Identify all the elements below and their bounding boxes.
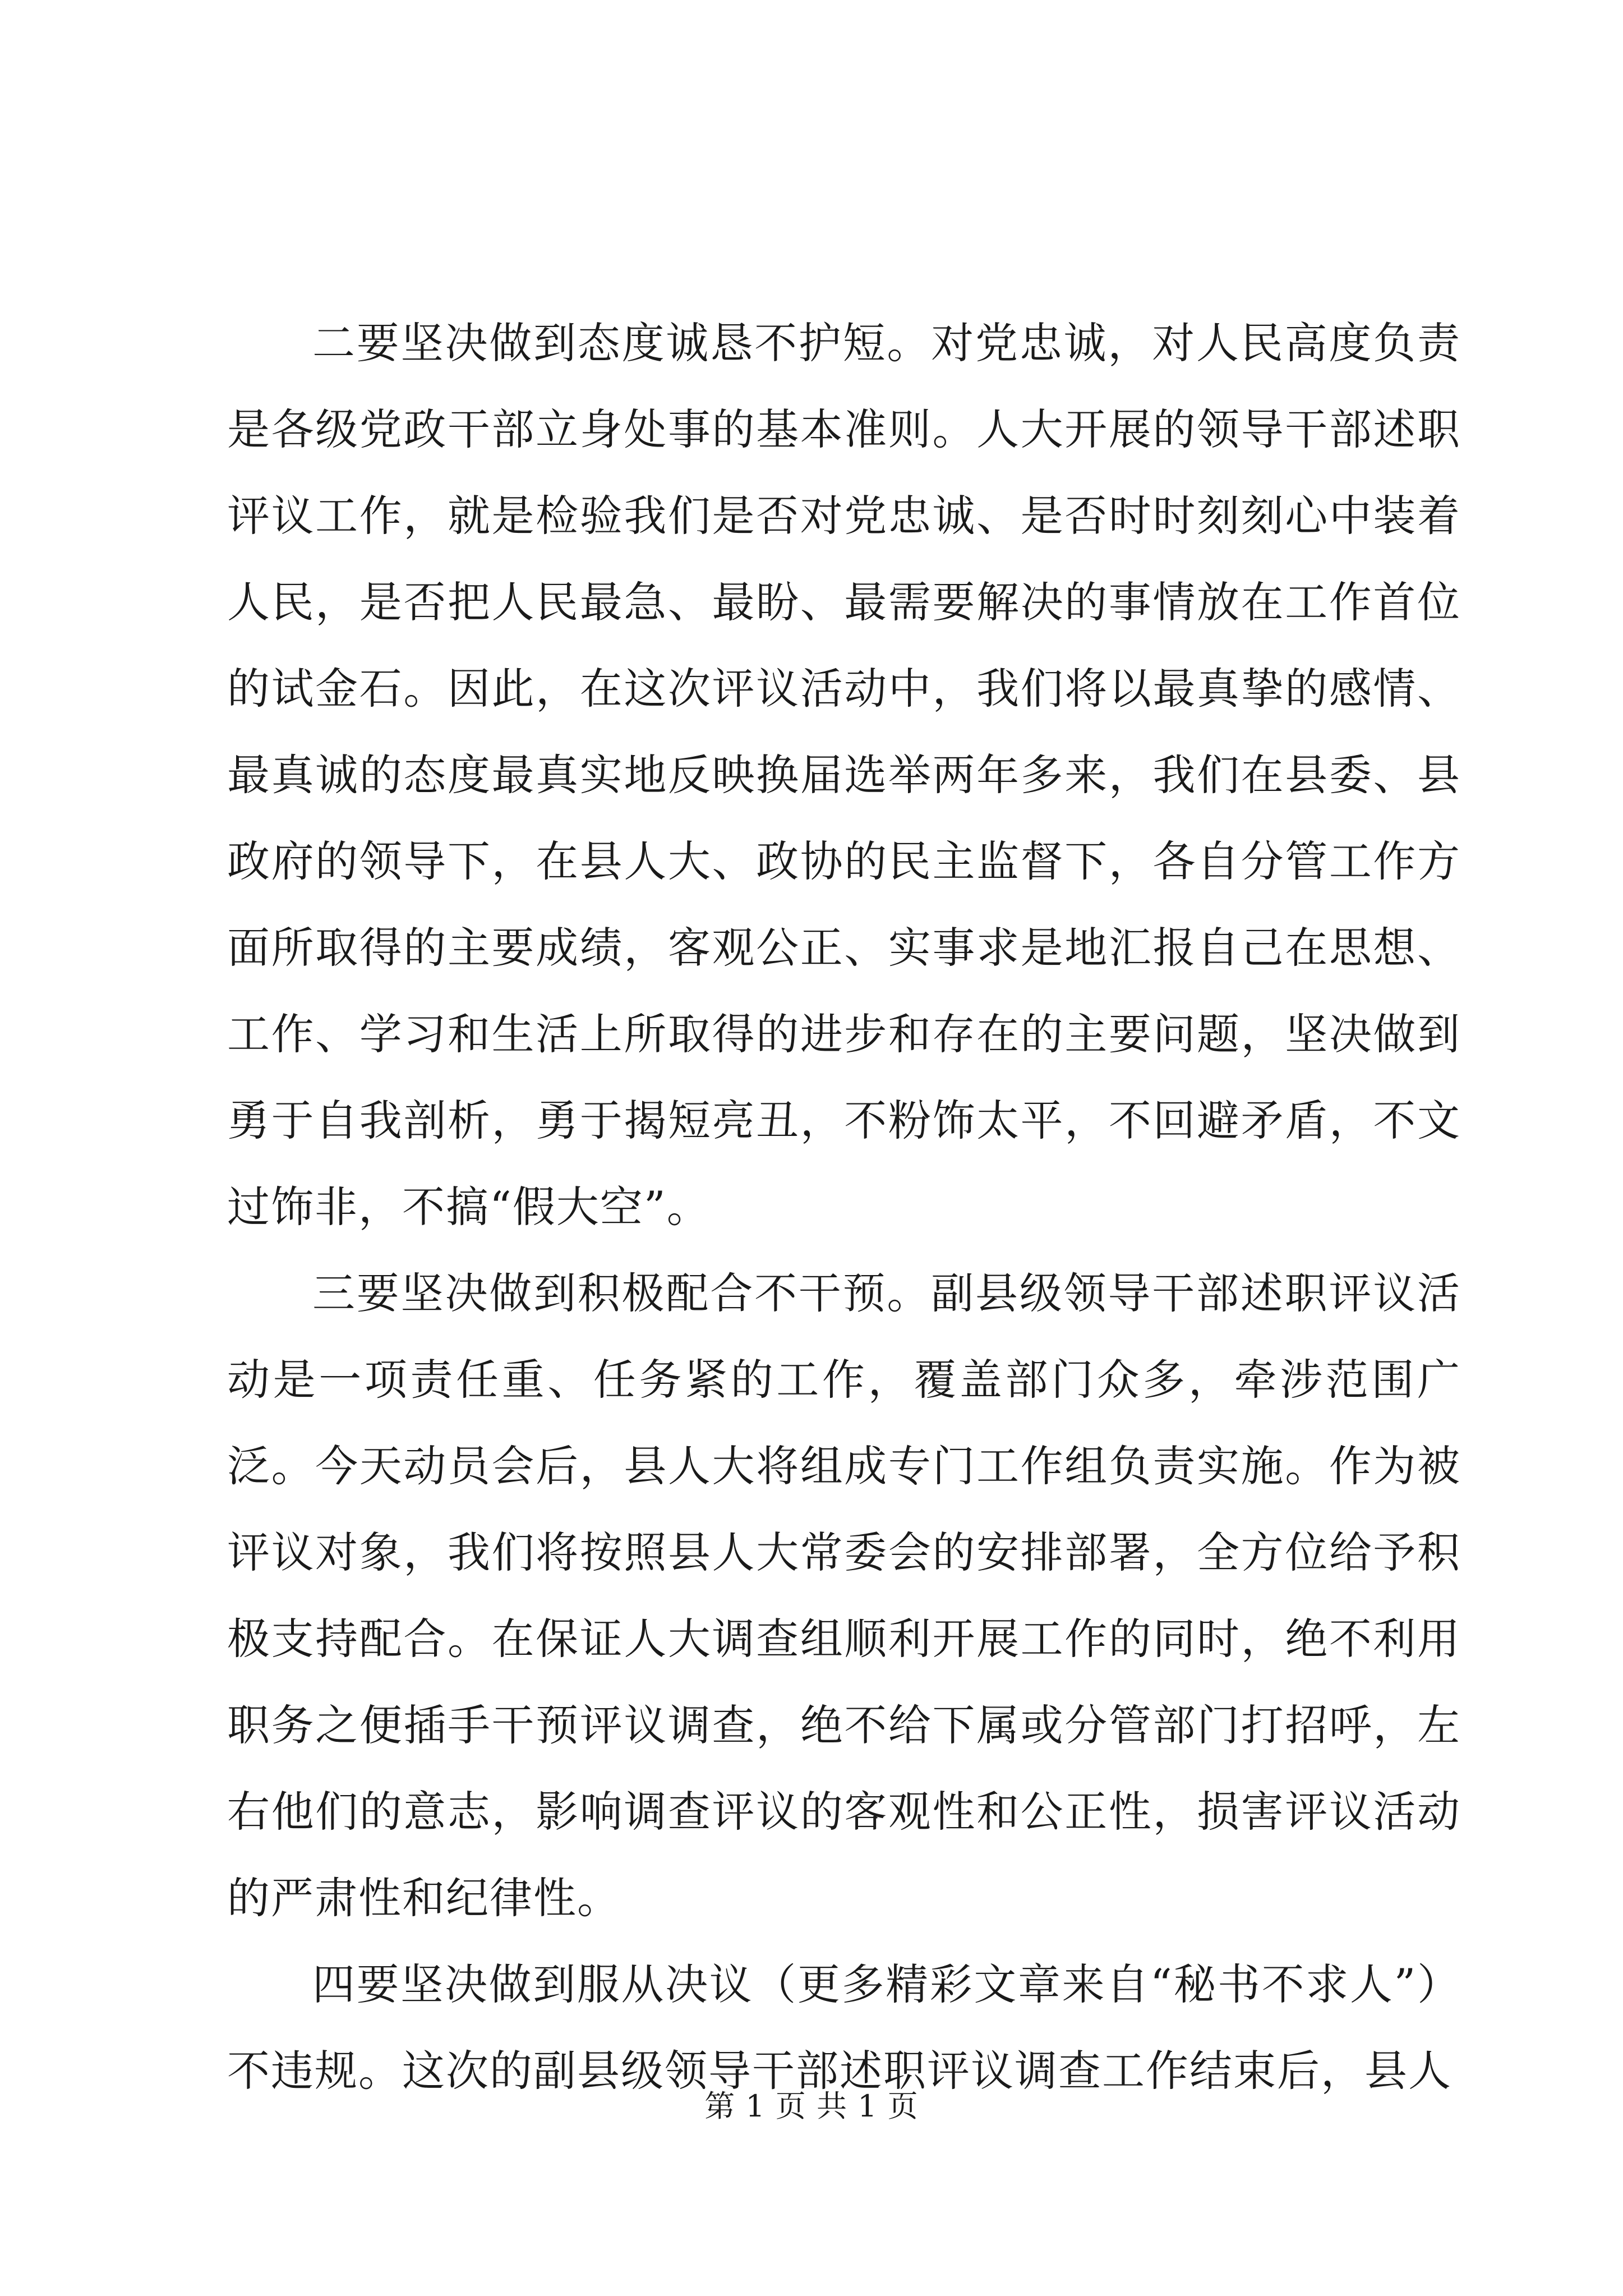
- paragraph-4: 四要坚决做到服从决议（更多精彩文章来自“秘书不求人”）不违规。这次的副县级领导干部述职评议调查工作结束后，县人: [227, 1959, 1461, 2096]
- paragraph-2: 二要坚决做到态度诚恳不护短。对党忠诚，对人民高度负责是各级党政干部立身处事的基本准则。人大开展的领导干部述职评议工作，就是检验我们是否对党忠诚、是否时时刻刻心中装着人民，是否把人民最急、最盼、最需要解决的事情放在工作首位的试金石。因此，在这次评议活动中，我们将以最真挚的感情、最真诚的态度最真实地反映换届选举两年多来，我们在县委、县政府的领导下，在县人大、政协的民主监督下，各自分管工作方面所取得的主要成绩，客观公正、实事求是地汇报自己在思想、工作、学习和生活上所取得的进步和存在的主要问题，坚决做到勇于自我剖析，勇于揭短亮丑，不粉饰太平，不回避矛盾，不文过饰非，不搞“假大空”。: [227, 318, 1461, 1232]
- page-footer: 第 1 页 共 1 页: [704, 2088, 919, 2124]
- document-body: [227, 300, 1461, 2114]
- paragraph-3: 三要坚决做到积极配合不干预。副县级领导干部述职评议活动是一项责任重、任务紧的工作，覆盖部门众多，牵涉范围广泛。今天动员会后，县人大将组成专门工作组负责实施。作为被评议对象，我们将按照县人大常委会的安排部署，全方位给予积极支持配合。在保证人大调查组顺利开展工作的同时，绝不利用职务之便插手干预评议调查，绝不给下属或分管部门打招呼，左右他们的意志，影响调查评议的客观性和公正性，损害评议活动的严肃性和纪律性。: [227, 1268, 1461, 1923]
